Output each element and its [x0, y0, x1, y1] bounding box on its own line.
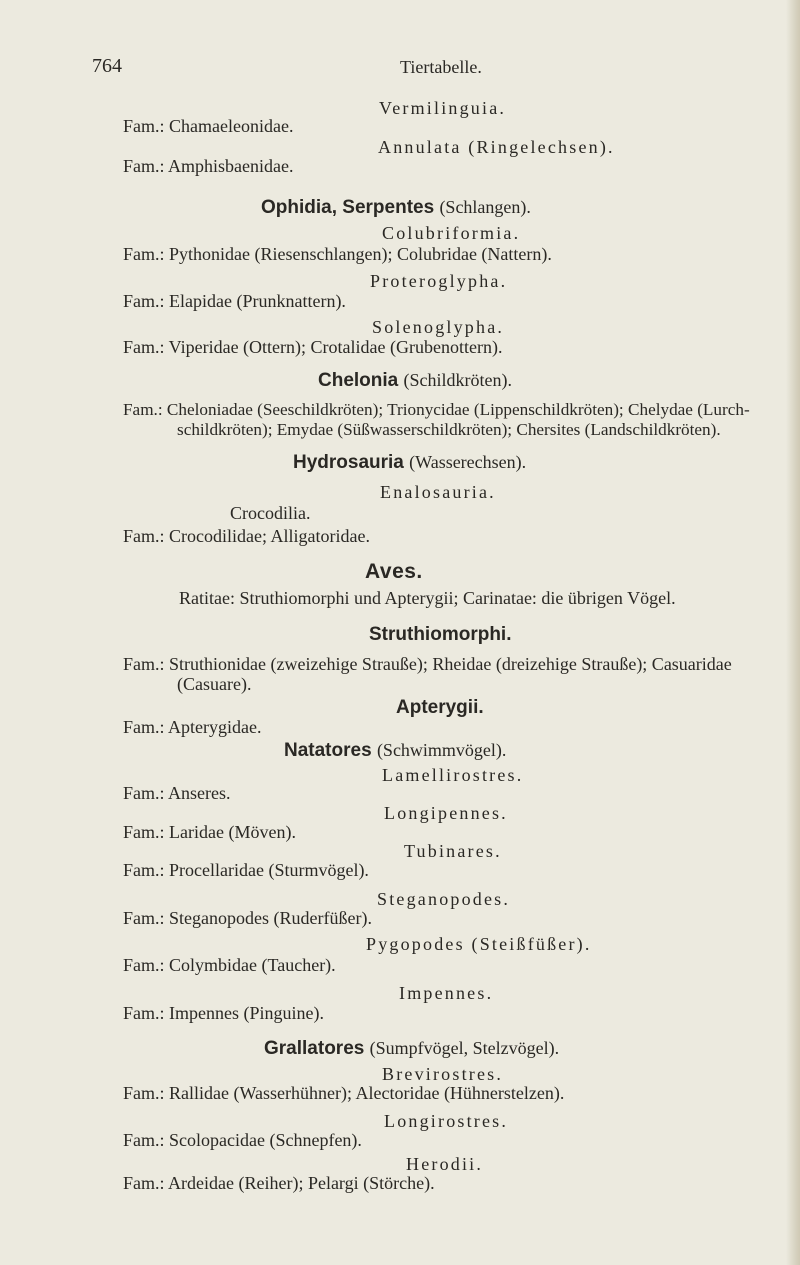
family-line: Fam.: Steganopodes (Ruderfüßer).	[123, 908, 372, 928]
suborder-heading: Colubriformia.	[382, 223, 521, 243]
family-line: Fam.: Ardeidae (Reiher); Pelargi (Störche).	[123, 1173, 435, 1193]
page-number: 764	[92, 55, 122, 77]
suborder-heading: Brevirostres.	[382, 1064, 504, 1084]
suborder-heading: Vermilinguia.	[379, 98, 507, 118]
order-heading: Struthiomorphi.	[369, 624, 512, 645]
family-line: Fam.: Anseres.	[123, 783, 231, 803]
order-heading: Grallatores (Sumpfvögel, Stelzvögel).	[264, 1038, 560, 1059]
family-line: Fam.: Pythonidae (Riesenschlangen); Colubridae (Nattern).	[123, 244, 552, 264]
running-title: Tiertabelle.	[400, 57, 482, 77]
suborder-heading: Proteroglypha.	[370, 271, 508, 291]
suborder-heading: Tubinares.	[404, 841, 502, 861]
family-line: Fam.: Struthionidae (zweizehige Strauße); Rheidae (dreizehige Strauße); Casuaridae	[123, 654, 732, 674]
family-line: Fam.: Elapidae (Prunknattern).	[123, 291, 346, 311]
family-line: Fam.: Rallidae (Wasserhühner); Alectoridae (Hühnerstelzen).	[123, 1083, 565, 1103]
order-heading: Ophidia, Serpentes (Schlangen).	[261, 197, 531, 218]
suborder-heading: Longipennes.	[384, 803, 508, 823]
suborder-heading: Solenoglypha.	[372, 317, 505, 337]
family-line-continued: (Casuare).	[177, 674, 252, 694]
family-line: Fam.: Impennes (Pinguine).	[123, 1003, 324, 1023]
family-line: Fam.: Colymbidae (Taucher).	[123, 955, 336, 975]
order-heading: Hydrosauria (Wasserechsen).	[293, 452, 527, 473]
suborder-heading: Enalosauria.	[380, 482, 496, 502]
order-heading: Apterygii.	[396, 697, 484, 718]
family-line: Fam.: Cheloniadae (Seeschildkröten); Trionycidae (Lippenschildkröten); Chelydae (Lurch-	[123, 400, 750, 419]
family-line: Fam.: Amphisbaenidae.	[123, 156, 294, 176]
family-line: Fam.: Scolopacidae (Schnepfen).	[123, 1130, 362, 1150]
family-line: Fam.: Apterygidae.	[123, 717, 262, 737]
family-line: Fam.: Chamaeleonidae.	[123, 116, 294, 136]
family-line: Fam.: Procellaridae (Sturmvögel).	[123, 860, 369, 880]
class-heading: Aves.	[365, 560, 423, 583]
family-line: Fam.: Viperidae (Ottern); Crotalidae (Grubenottern).	[123, 337, 503, 357]
suborder-heading: Impennes.	[399, 983, 494, 1003]
suborder-heading: Crocodilia.	[230, 503, 311, 523]
suborder-heading: Herodii.	[406, 1154, 484, 1174]
family-line: Fam.: Laridae (Möven).	[123, 822, 296, 842]
suborder-heading: Longirostres.	[384, 1111, 509, 1131]
family-line: Fam.: Crocodilidae; Alligatoridae.	[123, 526, 370, 546]
overview-line: Ratitae: Struthiomorphi und Apterygii; Carinatae: die übrigen Vögel.	[179, 588, 676, 608]
family-line-continued: schildkröten); Emydae (Süßwasserschildkröten); Chersites (Landschildkröten).	[177, 420, 721, 439]
suborder-heading: Pygopodes (Steißfüßer).	[366, 934, 592, 954]
suborder-heading: Annulata (Ringelechsen).	[378, 137, 615, 157]
order-heading: Chelonia (Schildkröten).	[318, 370, 512, 391]
page-edge-shadow	[786, 0, 800, 1265]
suborder-heading: Steganopodes.	[377, 889, 511, 909]
order-heading: Natatores (Schwimmvögel).	[284, 740, 507, 761]
suborder-heading: Lamellirostres.	[382, 765, 524, 785]
